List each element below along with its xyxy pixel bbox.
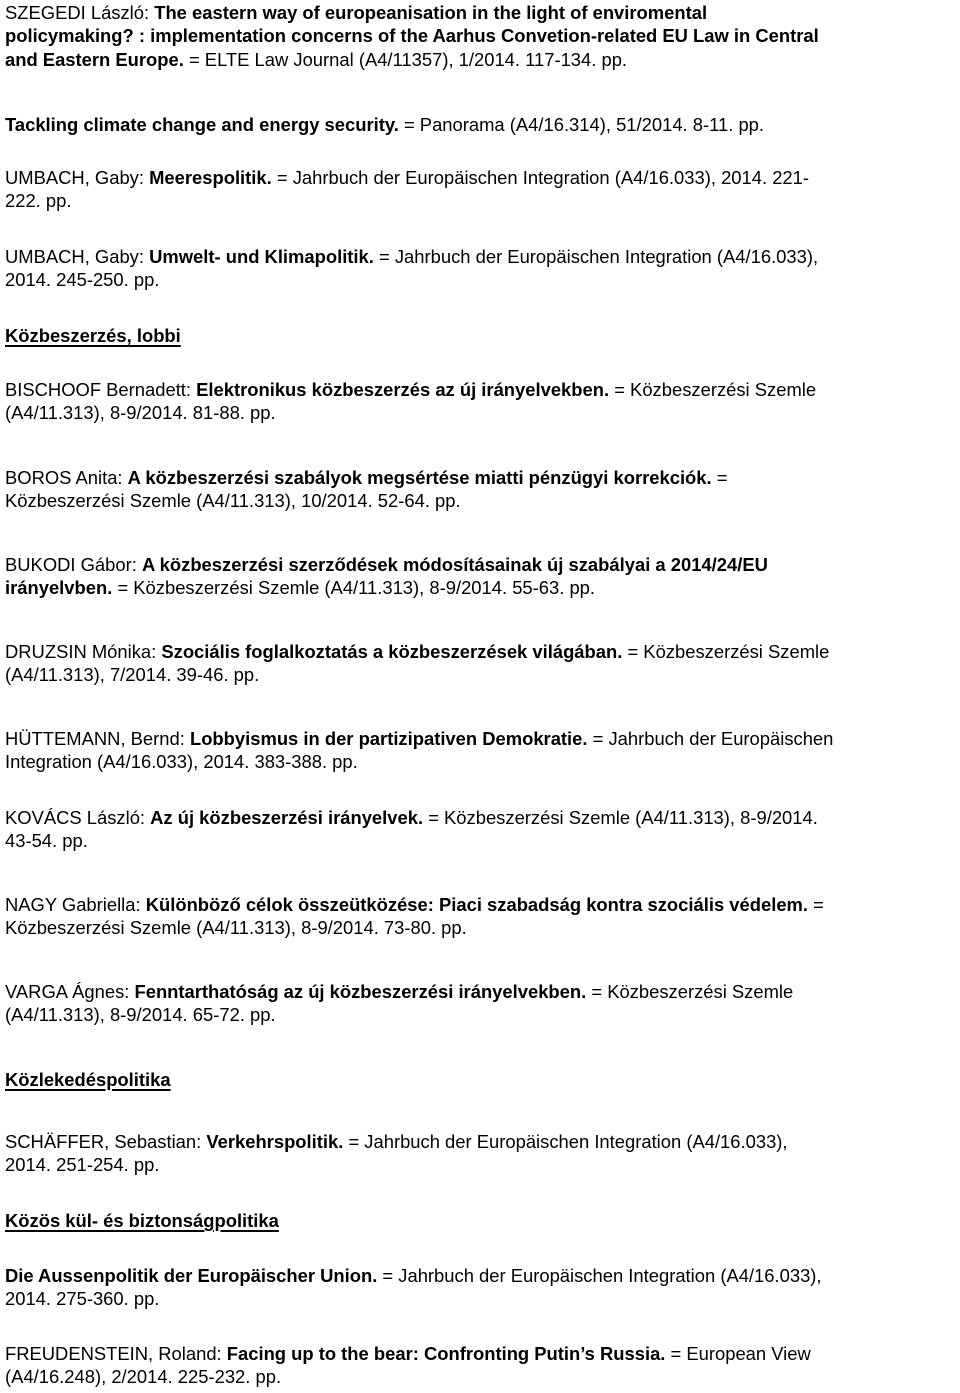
entry-line <box>5 113 960 136</box>
entry-source: = Jahrbuch der Europäischen Integration (A4/16.033), <box>343 1131 788 1152</box>
entry-title: Tackling climate change and energy security. <box>5 114 399 135</box>
entry-source: Integration (A4/16.033), 2014. 383-388. pp. <box>5 751 358 773</box>
entry-line <box>5 576 960 599</box>
entry-title: Verkehrspolitik. <box>206 1131 344 1152</box>
entry-line <box>5 24 960 47</box>
entry-line <box>5 401 960 424</box>
entry-author: BUKODI Gábor: <box>5 554 142 575</box>
entry-source: 222. pp. <box>5 190 72 212</box>
bibliography-entry <box>5 1130 960 1177</box>
entry-line <box>5 466 960 489</box>
entry-source: = ELTE Law Journal (A4/11357), 1/2014. 117-134. pp. <box>183 48 628 70</box>
entry-author: SZEGEDI László: <box>5 2 155 23</box>
entry-line <box>5 829 960 852</box>
entry-source: 2014. 275-360. pp. <box>5 1288 160 1310</box>
entry-source: Közbeszerzési Szemle (A4/11.313), 8-9/2014. 73-80. pp. <box>5 917 467 939</box>
entry-line <box>5 1365 960 1388</box>
entry-source: 2014. 251-254. pp. <box>5 1154 160 1176</box>
entry-source: = Közbeszerzési Szemle (A4/11.313), 8-9/2014. 55-63. pp. <box>112 577 596 599</box>
entry-source: = Közbeszerzési Szemle <box>586 981 794 1002</box>
entry-line <box>5 980 960 1003</box>
entry-title: The eastern way of europeanisation in the light of enviromental <box>154 2 708 23</box>
entry-title: Fenntarthatóság az új közbeszerzési irányelvekben. <box>134 981 587 1002</box>
entry-source: (A4/11.313), 7/2014. 39-46. pp. <box>5 664 260 686</box>
entry-source: 43-54. pp. <box>5 830 88 852</box>
bibliography-entry <box>5 166 960 213</box>
bibliography-entry <box>5 893 960 940</box>
entry-author: BISCHOOF Bernadett: <box>5 379 197 400</box>
entry-line <box>5 245 960 268</box>
entry-line <box>5 489 960 512</box>
entry-author: NAGY Gabriella: <box>5 894 146 915</box>
entry-title: A közbeszerzési szabályok megsértése miatti pénzügyi korrekciók. <box>127 467 712 488</box>
entry-title: policymaking? : implementation concerns of the Aarhus Convetion-related EU Law in Central <box>5 25 819 47</box>
entry-source: = Jahrbuch der Europäischen Integration (A4/16.033), <box>377 1265 822 1286</box>
bibliography-entry <box>5 553 960 600</box>
entry-source: = Közbeszerzési Szemle (A4/11.313), 8-9/2014. <box>423 807 818 828</box>
entry-line <box>5 189 960 212</box>
bibliography-entry <box>5 466 960 513</box>
entry-line <box>5 268 960 291</box>
entry-title: Facing up to the bear: Confronting Putin’s Russia. <box>226 1343 666 1364</box>
entry-line <box>5 553 960 576</box>
entry-title: A közbeszerzési szerződések módosításainak új szabályai a 2014/24/EU <box>141 554 768 575</box>
bibliography-entry <box>5 727 960 774</box>
bibliography-entry <box>5 245 960 292</box>
entry-author: HÜTTEMANN, Bernd: <box>5 728 190 749</box>
entry-line <box>5 1 960 24</box>
section-heading: Közös kül- és biztonságpolitika <box>5 1210 279 1231</box>
entry-line <box>5 1130 960 1153</box>
entry-source: = <box>808 894 824 915</box>
entry-line <box>5 1342 960 1365</box>
entry-title: Különböző célok összeütközése: Piaci szabadság kontra szociális védelem. <box>145 894 809 915</box>
entry-source: = Közbeszerzési Szemle <box>609 379 817 400</box>
entry-author: KOVÁCS László: <box>5 807 151 828</box>
entry-title: Szociális foglalkoztatás a közbeszerzések világában. <box>161 641 623 662</box>
entry-line <box>5 750 960 773</box>
entry-line <box>5 893 960 916</box>
entry-line <box>5 1264 960 1287</box>
entry-source: (A4/11.313), 8-9/2014. 81-88. pp. <box>5 402 276 424</box>
entry-title: Az új közbeszerzési irányelvek. <box>150 807 424 828</box>
bibliography-entry <box>5 113 960 136</box>
entry-source: = Panorama (A4/16.314), 51/2014. 8-11. pp. <box>398 114 765 135</box>
bibliography-entry <box>5 640 960 687</box>
entry-source: = Jahrbuch der Europäischen <box>587 728 834 749</box>
entry-line <box>5 916 960 939</box>
entry-author: VARGA Ágnes: <box>5 981 135 1002</box>
entry-source: = Jahrbuch der Europäischen Integration (A4/16.033), <box>373 246 819 267</box>
entry-author: UMBACH, Gaby: <box>5 246 150 267</box>
entry-line <box>5 1287 960 1310</box>
entry-title: Elektronikus közbeszerzés az új irányelvekben. <box>196 379 610 400</box>
section-heading: Közlekedéspolitika <box>5 1069 171 1090</box>
entry-title: Die Aussenpolitik der Europäischer Union. <box>5 1265 378 1286</box>
entry-line <box>5 378 960 401</box>
entry-source: = Jahrbuch der Europäischen Integration (A4/16.033), 2014. 221- <box>271 167 810 188</box>
entry-title: and Eastern Europe. <box>5 48 184 70</box>
bibliography-entry <box>5 1 960 71</box>
entry-source: (A4/11.313), 8-9/2014. 65-72. pp. <box>5 1004 276 1026</box>
entry-author: BOROS Anita: <box>5 467 128 488</box>
entry-line <box>5 727 960 750</box>
entry-author: SCHÄFFER, Sebastian: <box>5 1131 207 1152</box>
entry-line <box>5 1153 960 1176</box>
entry-source: Közbeszerzési Szemle (A4/11.313), 10/2014. 52-64. pp. <box>5 490 461 512</box>
entry-line <box>5 48 960 71</box>
entry-line <box>5 166 960 189</box>
entry-source: = European View <box>665 1343 811 1364</box>
bibliography-entry <box>5 980 960 1027</box>
bibliography-entry <box>5 1342 960 1389</box>
entry-title: Meerespolitik. <box>149 167 272 188</box>
entry-author: DRUZSIN Mónika: <box>5 641 162 662</box>
bibliography-entry <box>5 806 960 853</box>
entry-line <box>5 663 960 686</box>
entry-source: (A4/16.248), 2/2014. 225-232. pp. <box>5 1366 282 1388</box>
entry-title: Lobbyismus in der partizipativen Demokratie. <box>189 728 588 749</box>
entry-title: Umwelt- und Klimapolitik. <box>149 246 374 267</box>
entry-line <box>5 1003 960 1026</box>
section-heading: Közbeszerzés, lobbi <box>5 325 181 346</box>
entry-source: = <box>711 467 728 488</box>
entry-author: FREUDENSTEIN, Roland: <box>5 1343 227 1364</box>
entry-title: irányelvben. <box>5 577 113 599</box>
bibliography-entry <box>5 378 960 425</box>
entry-source: = Közbeszerzési Szemle <box>622 641 830 662</box>
entry-source: 2014. 245-250. pp. <box>5 269 160 291</box>
entry-line <box>5 640 960 663</box>
entry-line <box>5 806 960 829</box>
bibliography-entry <box>5 1264 960 1311</box>
entry-author: UMBACH, Gaby: <box>5 167 150 188</box>
